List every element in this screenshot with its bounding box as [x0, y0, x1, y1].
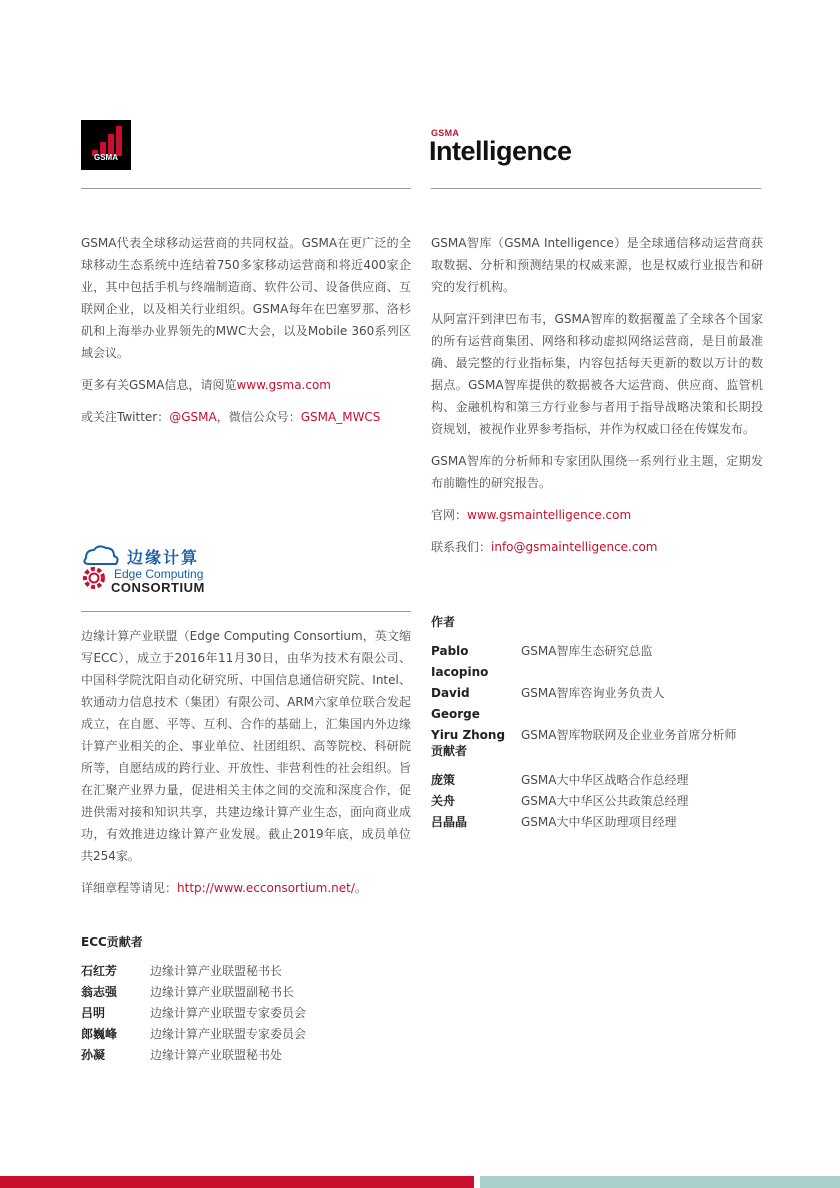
gsma-website-link[interactable]: www.gsma.com — [236, 378, 331, 392]
contributor-row: 庞策 GSMA大中华区战略合作总经理 — [431, 773, 689, 787]
gsma-more-info: 更多有关GSMA信息，请阅览www.gsma.com — [81, 378, 331, 392]
intelligence-p1: GSMA智库（GSMA Intelligence）是全球通信移动运营商获取数据、分析和预测结果的权威来源，也是权威行业报告和研究的发行机构。 — [431, 236, 763, 294]
contributors-list — [431, 770, 688, 833]
ecc-contributor-row: 吕明 边缘计算产业联盟专家委员会 — [81, 1006, 307, 1020]
intelligence-description — [431, 232, 763, 568]
intelligence-contact: 联系我们：info@gsmaintelligence.com — [431, 540, 658, 554]
contributor-row: 关舟 GSMA大中华区公共政策总经理 — [431, 794, 689, 808]
intelligence-p3: GSMA智库的分析师和专家团队围绕一系列行业主题，定期发布前瞻性的研究报告。 — [431, 454, 763, 490]
divider-left-top — [81, 188, 411, 189]
ecc-website-link[interactable]: http://www.ecconsortium.net/ — [177, 881, 355, 895]
gsma-logo — [81, 120, 131, 170]
gsma-description — [81, 232, 411, 438]
ecc-intro: 边缘计算产业联盟（Edge Computing Consortium，英文缩写ECC），成立于2016年11月30日，由华为技术有限公司、中国科学院沈阳自动化研究所、中国信息通信研究院、Intel、软通动力信息技术（集团）有限公司、ARM六家单位联合发起成立，在自愿、平等、互利、合作的基础上，汇集国内外边缘计算产业相关的企、事业单位、社团组织、高等院校、科研院所等，自愿结成的跨行业、开放性、非营利性的社会组织。旨在汇聚产业界力量，促进相关主体之间的交流和深度合作，促进供需对接和知识共享，共建边缘计算产业生态，面向商业成功，有效推进边缘计算产业发展。截止2019年底，成员单位共254家。 — [81, 629, 411, 863]
ecc-description — [81, 625, 411, 909]
author-row: David George GSMA智库咨询业务负责人 — [431, 686, 665, 721]
contributors-heading: 贡献者 — [431, 744, 468, 758]
gsma-follow: 或关注Twitter：@GSMA，微信公众号：GSMA_MWCS — [81, 410, 381, 424]
author-row: Pablo Iacopino GSMA智库生态研究总监 — [431, 644, 653, 679]
ecc-detail: 详细章程等请见：http://www.ecconsortium.net/。 — [81, 881, 367, 895]
author-row: Yiru Zhong GSMA智库物联网及企业业务首席分析师 — [431, 728, 737, 742]
ecc-contributor-row: 翁志强 边缘计算产业联盟副秘书长 — [81, 985, 295, 999]
ecc-contributors-list — [81, 961, 306, 1066]
ecc-logo-cn: 边缘计算 — [127, 548, 200, 567]
intelligence-logo-wordmark: Intelligence — [429, 136, 572, 166]
footer-bar-teal — [480, 1176, 840, 1188]
ecc-contributors-heading: ECC贡献者 — [81, 935, 143, 949]
ecc-contributor-row: 石红芳 边缘计算产业联盟秘书长 — [81, 964, 283, 978]
gsma-wechat-id[interactable]: GSMA_MWCS — [300, 410, 381, 424]
authors-heading: 作者 — [431, 615, 456, 629]
gsma-twitter-link[interactable]: @GSMA — [169, 410, 217, 424]
divider-left-ecc — [81, 611, 411, 612]
intelligence-logo-gsma: GSMA — [431, 128, 460, 138]
footer-bar-red — [0, 1176, 474, 1188]
ecc-logo-en2: CONSORTIUM — [111, 580, 205, 595]
ecc-contributor-row: 郎巍峰 边缘计算产业联盟专家委员会 — [81, 1027, 307, 1041]
gsma-intro: GSMA代表全球移动运营商的共同权益。GSMA在更广泛的全球移动生态系统中连结着750多家移动运营商和将近400家企业，其中包括手机与终端制造商、软件公司、设备供应商、互联网企业，以及相关行业组织。GSMA每年在巴塞罗那、洛杉矶和上海举办业界领先的MWC大会，以及Mobile 360系列区域会议。 — [81, 236, 411, 360]
intelligence-p2: 从阿富汗到津巴布韦，GSMA智库的数据覆盖了全球各个国家的所有运营商集团、网络和移动虚拟网络运营商，是目前最准确、最完整的行业指标集，内容包括每天更新的数以万计的数据点。GSMA智库提供的数据被各大运营商、供应商、监管机构、金融机构和第三方行业参与者用于指导战略决策和长期投资规划，被视作业界参考指标，并作为权威口径在传媒发布。 — [431, 312, 763, 436]
divider-right-top — [431, 188, 761, 189]
gsma-logo-text: GSMA — [94, 153, 118, 162]
authors-list — [431, 641, 736, 746]
intelligence-site-link[interactable]: www.gsmaintelligence.com — [467, 508, 632, 522]
ecc-logo-en1: Edge Computing — [114, 567, 204, 581]
intelligence-site: 官网：www.gsmaintelligence.com — [431, 508, 632, 522]
intelligence-email-link[interactable]: info@gsmaintelligence.com — [491, 540, 658, 554]
ecc-contributor-row: 孙凝 边缘计算产业联盟秘书处 — [81, 1048, 283, 1062]
contributor-row: 吕晶晶 GSMA大中华区助理项目经理 — [431, 815, 677, 829]
